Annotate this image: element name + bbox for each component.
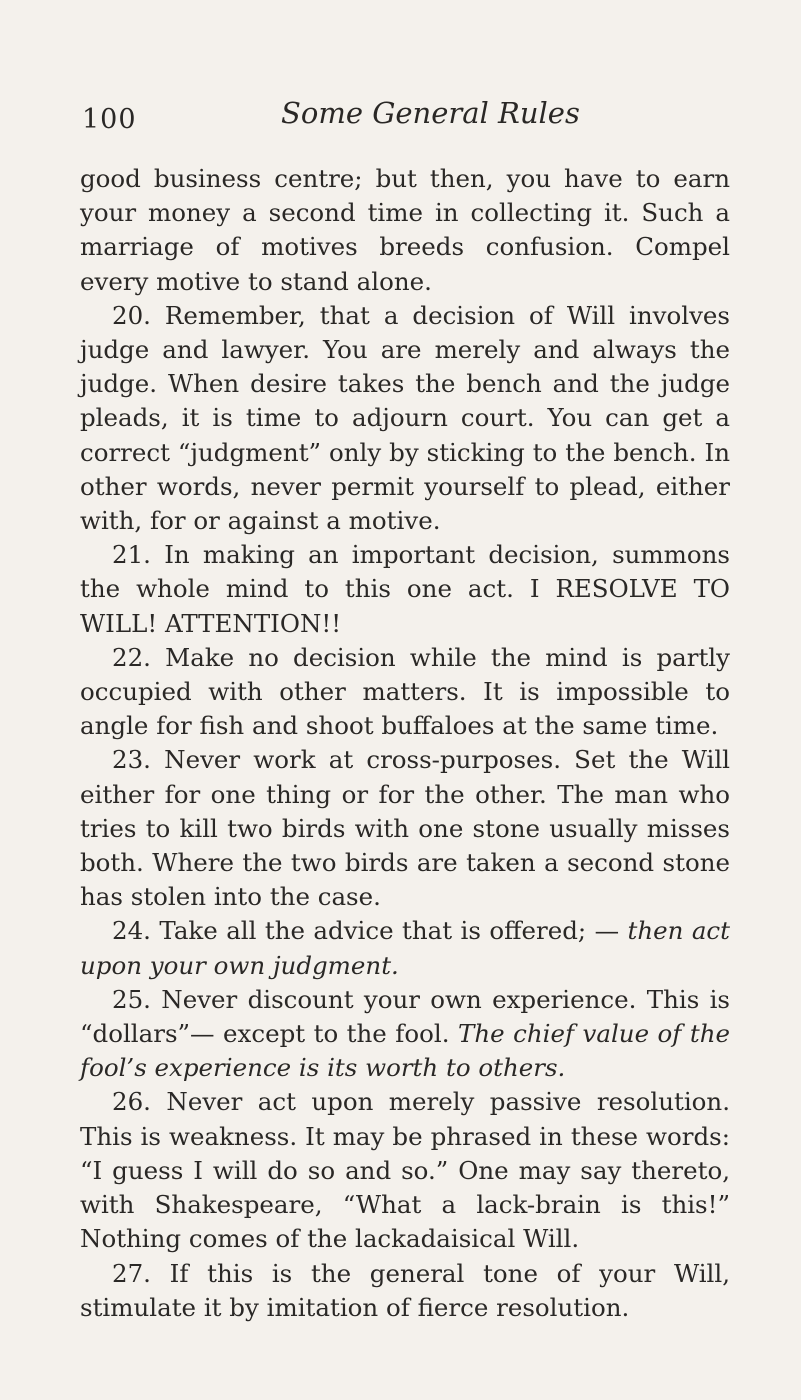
rule-21: 21. In making an important decision, summons the whole mind to this one act. I RESOLVE TO WILL! ATTENTION!!: [80, 540, 730, 638]
body-text: [80, 162, 730, 1325]
rule-27: 27. If this is the general tone of your Will, stimulate it by imitation of fierce resolution.: [80, 1258, 730, 1322]
rule-25: [80, 983, 730, 1086]
page-header: [78, 96, 728, 136]
rule-24-emphasis: then act upon your own judgment.: [80, 916, 730, 980]
running-title: Some General Rules: [281, 96, 580, 130]
rule-25-text: 25. Never discount your own experience. This is “dollars”— except to the fool.: [80, 984, 730, 1049]
paragraph-continuation: good business centre; but then, you have to earn your money a second time in collecting it. Such a marriage of motives breeds confusion. Compel every motive to stand alone.: [80, 164, 730, 296]
page-number: 100: [82, 104, 137, 135]
rule-24-text: 24. Take all the advice that is offered; —: [112, 916, 628, 946]
rule-26: 26. Never act upon merely passive resolution. This is weakness. It may be phrased in these words: “I guess I will do so and so.” One may say thereto, with Shakespeare, “What a lack-brain is this!” Nothing comes of the lackadaisical Will.: [80, 1087, 730, 1254]
rule-24: [80, 914, 730, 982]
rule-25-emphasis: The chief value of the fool’s experience is its worth to others.: [80, 1019, 730, 1083]
rule-22: 22. Make no decision while the mind is partly occupied with other matters. It is impossible to angle for fish and shoot buffaloes at the same time.: [80, 642, 730, 741]
rule-23: 23. Never work at cross-purposes. Set the Will either for one thing or for the other. The man who tries to kill two birds with one stone usually misses both. Where the two birds are taken a second stone has stolen into the case.: [80, 745, 730, 912]
rule-20: 20. Remember, that a decision of Will involves judge and lawyer. You are merely and always the judge. When desire takes the bench and the judge pleads, it is time to adjourn court. You can get a correct “judgment” only by sticking to the bench. In other words, never permit yourself to plead, either with, for or against a motive.: [80, 300, 730, 536]
